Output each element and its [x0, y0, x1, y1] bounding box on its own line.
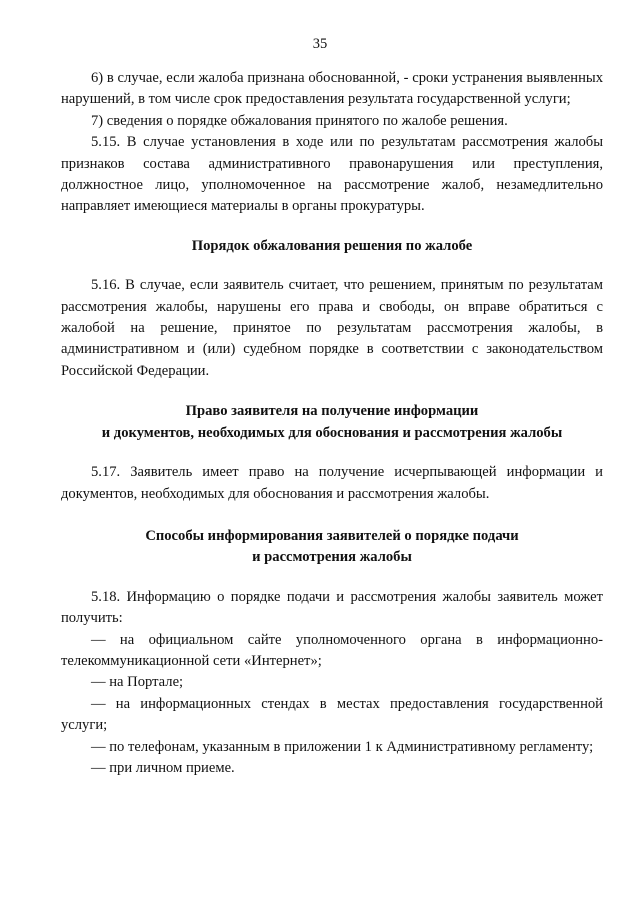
page-number: 35 — [312, 36, 328, 52]
list-item-official-site: — на официальном сайте уполномоченного органа в информационно-телекоммуникационной сети «Интернет»; — [61, 631, 603, 669]
paragraph-5-17: 5.17. Заявитель имеет право на получение исчерпывающей информации и документов, необходимых для обоснования и рассмотрения жалобы. — [61, 464, 603, 502]
paragraph-5-16: 5.16. В случае, если заявитель считает, что решением, принятым по результатам рассмотрения жалобы, нарушены его права и свободы, он вправе обратиться с жалобой на решение, принятое по результатам рассмотрения жалобы, в административном и (или) судебном порядке в соответствии с законодательством Российской Федерации. — [61, 277, 603, 379]
list-item-info-stands: — на информационных стендах в местах предоставления государственной услуги; — [61, 695, 603, 734]
paragraph-item-6: 6) в случае, если жалоба признана обоснованной, - сроки устранения выявленных нарушений, в том числе срок предоставления результата государственной услуги; — [61, 70, 603, 108]
list-item-personal-reception: — при личном приеме. — [91, 759, 235, 776]
heading-right-to-information-line-2: и документов, необходимых для обоснования и рассмотрения жалобы — [101, 424, 563, 441]
heading-informing-methods-line-1: Способы информирования заявителей о порядке подачи — [145, 527, 519, 544]
heading-informing-methods-line-2: и рассмотрения жалобы — [252, 549, 412, 566]
heading-appeal-procedure: Порядок обжалования решения по жалобе — [191, 237, 473, 254]
paragraph-item-7: 7) сведения о порядке обжалования принятого по жалобе решения. — [91, 112, 508, 129]
document-body — [61, 68, 603, 779]
list-item-portal: — на Портале; — [91, 674, 184, 691]
paragraph-5-18: 5.18. Информацию о порядке подачи и рассмотрения жалобы заявитель может получить: — [61, 588, 603, 627]
list-item-phones: — по телефонам, указанным в приложении 1 к Административному регламенту; — [91, 738, 594, 755]
heading-right-to-information-line-1: Право заявителя на получение информации — [185, 403, 479, 420]
paragraph-5-15: 5.15. В случае установления в ходе или по результатам рассмотрения жалобы признаков состава административного правонарушения или преступления, должностное лицо, уполномоченное на рассмотрение жалоб, незамедлительно направляет имеющиеся материалы в органы прокуратуры. — [61, 134, 603, 215]
